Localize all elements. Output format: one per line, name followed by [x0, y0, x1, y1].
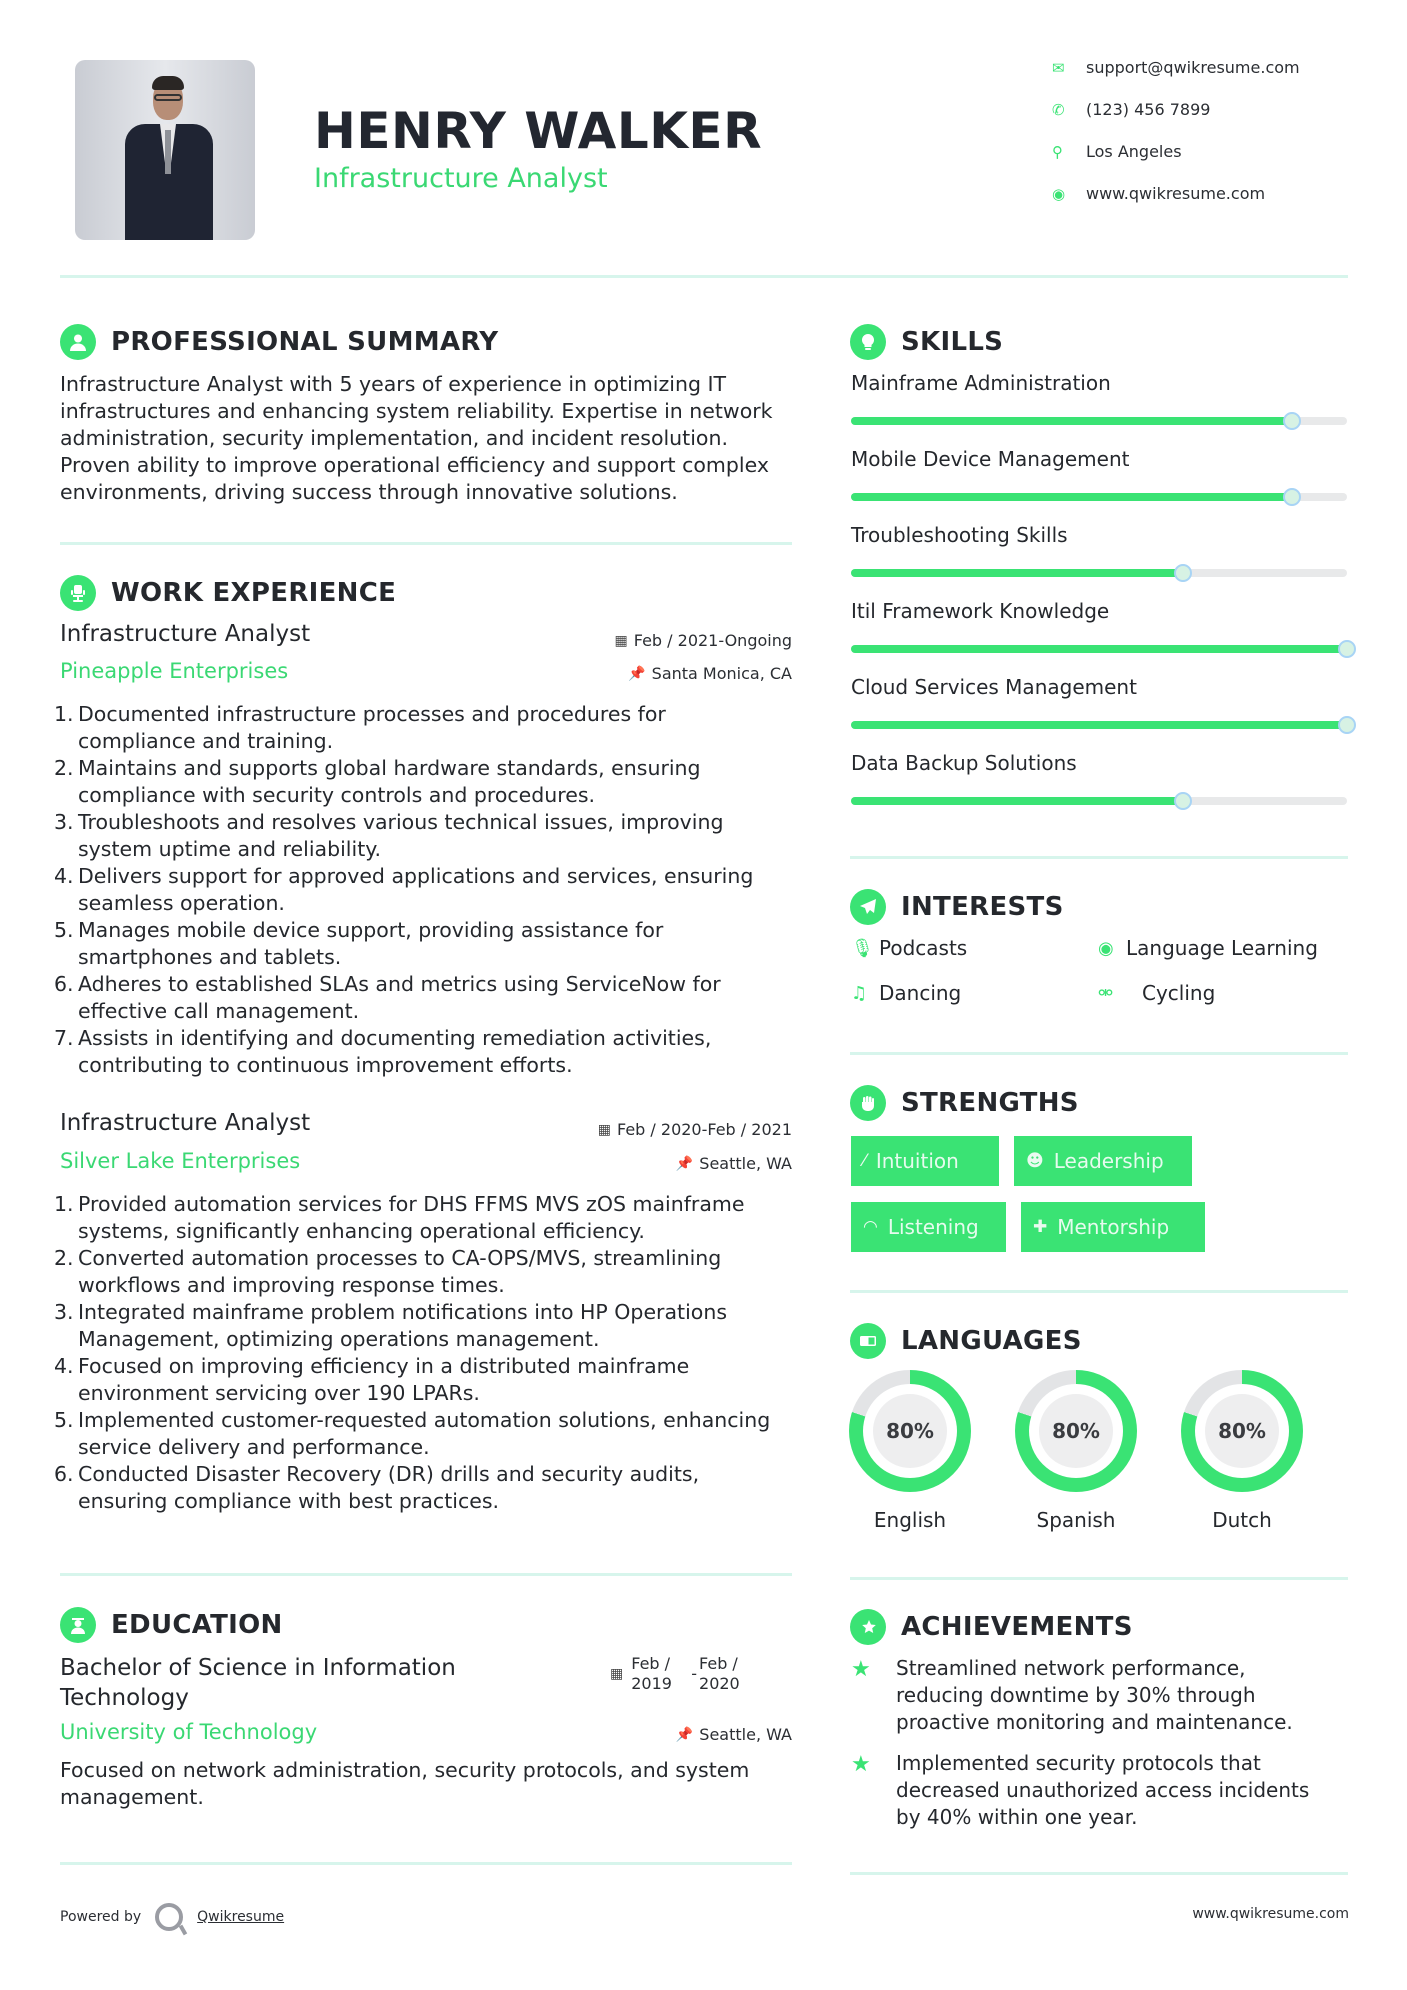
- header-divider: [60, 275, 1348, 278]
- interests-divider: [850, 1052, 1348, 1055]
- photo-hair: [152, 76, 184, 90]
- contact-phone[interactable]: [1052, 100, 1210, 119]
- achievements-divider: [850, 1872, 1348, 1875]
- user-icon: [60, 324, 96, 360]
- interest-label: Cycling: [1142, 981, 1216, 1005]
- interest-item: [851, 981, 961, 1005]
- education-title: EDUCATION: [111, 1610, 283, 1640]
- list-item: 1. Documented infrastructure processes and procedures for compliance and training.: [54, 702, 666, 753]
- list-item: 2. Converted automation processes to CA-OPS/MVS, streamlining workflows and improving response times.: [54, 1246, 722, 1297]
- contact-location: [1052, 142, 1182, 161]
- education-description: Focused on network administration, security protocols, and system management.: [60, 1758, 750, 1809]
- job-duties-list: [54, 701, 780, 1079]
- job-location-text: Santa Monica, CA: [651, 664, 792, 683]
- language-ring: [1015, 1370, 1137, 1492]
- skill-item: [851, 675, 1347, 751]
- candidate-title: Infrastructure Analyst: [314, 163, 608, 194]
- education-dates: [610, 1654, 740, 1694]
- footer-website[interactable]: www.qwikresume.com: [1192, 1906, 1349, 1922]
- fist-icon: [850, 1085, 886, 1121]
- job-duties-list: [54, 1191, 790, 1515]
- skill-item: [851, 523, 1347, 599]
- skill-bar: [851, 493, 1347, 501]
- pushpin-icon: 📌: [675, 1726, 694, 1743]
- qwikresume-link[interactable]: Qwikresume: [197, 1909, 285, 1925]
- strengths-heading: [850, 1085, 1079, 1121]
- office-chair-icon: [60, 575, 96, 611]
- interest-item: [1098, 981, 1215, 1005]
- contact-phone-text: (123) 456 7899: [1086, 100, 1211, 119]
- job-title: Infrastructure Analyst: [60, 1110, 311, 1136]
- magic-wand-icon: ⁄: [863, 1151, 866, 1171]
- envelope-icon: ✉: [1052, 58, 1065, 77]
- interest-item: [851, 936, 967, 960]
- interest-label: Language Learning: [1126, 936, 1318, 960]
- list-item: 1. Provided automation services for DHS FFMS MVS zOS mainframe systems, significantly enhancing operational efficiency.: [54, 1192, 745, 1243]
- experience-title: WORK EXPERIENCE: [111, 578, 397, 608]
- skill-bar: [851, 417, 1347, 425]
- skill-bar-knob: [1338, 716, 1356, 734]
- skill-bar-knob: [1338, 640, 1356, 658]
- pushpin-icon: 📌: [628, 665, 646, 682]
- list-item: 6. Conducted Disaster Recovery (DR) drills and security audits, ensuring compliance with best practices.: [54, 1462, 700, 1513]
- summary-text: Infrastructure Analyst with 5 years of experience in optimizing IT infrastructures and enhancing system reliability. Expertise in network administration, security implementation, and incident resolution. Proven ability to improve operational efficiency and support complex environments, driving success through innovative solutions.: [60, 372, 773, 504]
- photo-glasses: [154, 94, 182, 101]
- list-item: 7. Assists in identifying and documenting remediation activities, contributing to continuous improvement efforts.: [54, 1026, 712, 1077]
- shooting-star-icon: ★: [851, 1657, 871, 1682]
- education-location-text: Seattle, WA: [699, 1725, 792, 1744]
- job-company: Silver Lake Enterprises: [60, 1149, 301, 1173]
- skill-bar-fill: [851, 797, 1183, 805]
- skill-bar-fill: [851, 417, 1292, 425]
- language-percent: 80%: [1205, 1394, 1279, 1468]
- achievements-title: ACHIEVEMENTS: [901, 1612, 1133, 1642]
- contact-email-text: support@qwikresume.com: [1086, 58, 1300, 77]
- strength-chip: [1014, 1136, 1192, 1186]
- skill-label: Mainframe Administration: [851, 371, 1111, 395]
- skills-divider: [850, 856, 1348, 859]
- job-dates-text: Feb / 2021-Ongoing: [633, 631, 792, 650]
- languages-heading: [850, 1323, 1082, 1359]
- achievements-heading: [850, 1609, 1133, 1645]
- achievement-item: [851, 1655, 1326, 1736]
- strength-label: Listening: [887, 1215, 979, 1239]
- strength-chip: [851, 1202, 1006, 1252]
- pushpin-icon: 📌: [675, 1155, 694, 1172]
- job-location: [500, 664, 792, 683]
- education-location: [500, 1725, 792, 1744]
- phone-icon: ✆: [1052, 100, 1065, 119]
- skill-item: [851, 447, 1347, 523]
- list-item: 6. Adheres to established SLAs and metrics using ServiceNow for effective call management.: [54, 972, 721, 1023]
- calendar-icon: ▦: [614, 632, 628, 649]
- music-note-icon: ♫: [851, 982, 868, 1004]
- skill-bar-knob: [1174, 564, 1192, 582]
- language-item: [1181, 1370, 1303, 1532]
- languages-divider: [850, 1577, 1348, 1580]
- language-label: Dutch: [1212, 1508, 1272, 1532]
- education-heading: [60, 1607, 283, 1643]
- achievement-item: [851, 1750, 1326, 1831]
- paper-plane-icon: [850, 889, 886, 925]
- list-item: 4. Focused on improving efficiency in a distributed mainframe environment servicing over 190 LPARs.: [54, 1354, 690, 1405]
- skill-bar: [851, 645, 1347, 653]
- skill-label: Cloud Services Management: [851, 675, 1137, 699]
- strengths-title: STRENGTHS: [901, 1088, 1079, 1118]
- strength-label: Leadership: [1053, 1149, 1164, 1173]
- calendar-icon: ▦: [610, 1666, 624, 1682]
- interest-label: Dancing: [879, 981, 962, 1005]
- skill-bar-knob: [1283, 412, 1301, 430]
- job-title: Infrastructure Analyst: [60, 621, 311, 647]
- skill-bar-fill: [851, 721, 1347, 729]
- globe-icon: ◉: [1098, 937, 1114, 959]
- contact-email[interactable]: [1052, 58, 1300, 77]
- powered-by: [60, 1903, 284, 1931]
- job-location: [500, 1154, 792, 1173]
- skills-title: SKILLS: [901, 327, 1004, 357]
- strength-chip: [1021, 1202, 1205, 1252]
- education-end: Feb / 2020: [699, 1654, 740, 1693]
- skill-bar-fill: [851, 493, 1292, 501]
- interest-label: Podcasts: [879, 936, 968, 960]
- list-item: 5. Manages mobile device support, providing assistance for smartphones and tablets.: [54, 918, 664, 969]
- skill-bar: [851, 569, 1347, 577]
- calendar-icon: ▦: [597, 1121, 611, 1138]
- skill-item: [851, 371, 1347, 447]
- list-item: 4. Delivers support for approved applications and services, ensuring seamless operation.: [54, 864, 754, 915]
- language-item: [849, 1370, 971, 1532]
- job-company: Pineapple Enterprises: [60, 659, 289, 683]
- graduate-icon: [60, 1607, 96, 1643]
- skill-item: [851, 599, 1347, 675]
- list-item: 2. Maintains and supports global hardware standards, ensuring compliance with security controls and procedures.: [54, 756, 701, 807]
- strengths-divider: [850, 1290, 1348, 1293]
- skill-bar-knob: [1174, 792, 1192, 810]
- interests-heading: [850, 889, 1064, 925]
- strength-chip: [851, 1136, 999, 1186]
- language-ring: [849, 1370, 971, 1492]
- summary-heading: [60, 324, 498, 360]
- star-badge-icon: [850, 1609, 886, 1645]
- degree-title: [60, 1653, 456, 1713]
- achievement-text: Streamlined network performance, reducing downtime by 30% through proactive monitoring and maintenance.: [896, 1656, 1293, 1734]
- skills-list: [851, 371, 1347, 827]
- list-item: 5. Implemented customer-requested automation solutions, enhancing service delivery and performance.: [54, 1408, 771, 1459]
- summary-title: PROFESSIONAL SUMMARY: [111, 327, 499, 357]
- language-percent: 80%: [1039, 1394, 1113, 1468]
- qwikresume-logo-icon: [155, 1903, 183, 1931]
- bicycle-icon: ⚮: [1098, 982, 1114, 1004]
- skill-bar: [851, 721, 1347, 729]
- contact-website-text: www.qwikresume.com: [1086, 184, 1266, 203]
- skill-label: Mobile Device Management: [851, 447, 1130, 471]
- list-item: 3. Troubleshoots and resolves various technical issues, improving system uptime and reliability.: [54, 810, 724, 861]
- users-icon: ☻: [1026, 1151, 1044, 1171]
- degree-line-1: Bachelor of Science in Information: [60, 1655, 456, 1681]
- experience-divider: [60, 1573, 792, 1576]
- shooting-star-icon: ★: [851, 1752, 871, 1777]
- skill-bar-knob: [1283, 488, 1301, 506]
- globe-icon: ◉: [1052, 184, 1066, 203]
- translate-icon: [850, 1323, 886, 1359]
- skill-bar: [851, 797, 1347, 805]
- degree-line-2: Technology: [60, 1685, 189, 1711]
- candidate-name: HENRY WALKER: [314, 102, 763, 160]
- skill-bar-fill: [851, 645, 1347, 653]
- language-item: [1015, 1370, 1137, 1532]
- date-separator: -: [691, 1664, 698, 1683]
- language-label: English: [873, 1508, 947, 1532]
- strength-label: Mentorship: [1057, 1215, 1170, 1239]
- skill-label: Troubleshooting Skills: [851, 523, 1068, 547]
- skill-item: [851, 751, 1347, 827]
- profile-photo: [75, 60, 255, 240]
- photo-tie: [165, 130, 171, 174]
- interest-item: [1098, 936, 1318, 960]
- languages-title: LANGUAGES: [901, 1326, 1082, 1356]
- skill-label: Data Backup Solutions: [851, 751, 1077, 775]
- strength-label: Intuition: [875, 1149, 959, 1173]
- job-dates: [500, 1120, 792, 1139]
- education-start: Feb / 2019: [631, 1654, 672, 1693]
- language-label: Spanish: [1036, 1508, 1116, 1532]
- summary-divider: [60, 542, 792, 545]
- powered-by-text: Powered by: [60, 1909, 142, 1925]
- interests-title: INTERESTS: [901, 892, 1064, 922]
- headphones-icon: ◠: [863, 1217, 878, 1237]
- language-ring: [1181, 1370, 1303, 1492]
- language-percent: 80%: [873, 1394, 947, 1468]
- skills-heading: [850, 324, 1003, 360]
- job-dates-text: Feb / 2020-Feb / 2021: [617, 1120, 792, 1139]
- microphone-icon: 🎙: [851, 937, 874, 959]
- contact-location-text: Los Angeles: [1086, 142, 1182, 161]
- skill-bar-fill: [851, 569, 1183, 577]
- experience-heading: [60, 575, 396, 611]
- job-location-text: Seattle, WA: [699, 1154, 792, 1173]
- map-pin-icon: ⚲: [1052, 142, 1063, 161]
- contact-website[interactable]: [1052, 184, 1265, 203]
- education-divider: [60, 1862, 792, 1865]
- skill-label: Itil Framework Knowledge: [851, 599, 1110, 623]
- user-plus-icon: ✚: [1033, 1217, 1048, 1237]
- achievement-text: Implemented security protocols that decreased unauthorized access incidents by 40% within one year.: [896, 1751, 1310, 1829]
- lightbulb-icon: [850, 324, 886, 360]
- education-school: University of Technology: [60, 1720, 318, 1744]
- list-item: 3. Integrated mainframe problem notifications into HP Operations Management, optimizing operations management.: [54, 1300, 727, 1351]
- job-dates: [500, 631, 792, 650]
